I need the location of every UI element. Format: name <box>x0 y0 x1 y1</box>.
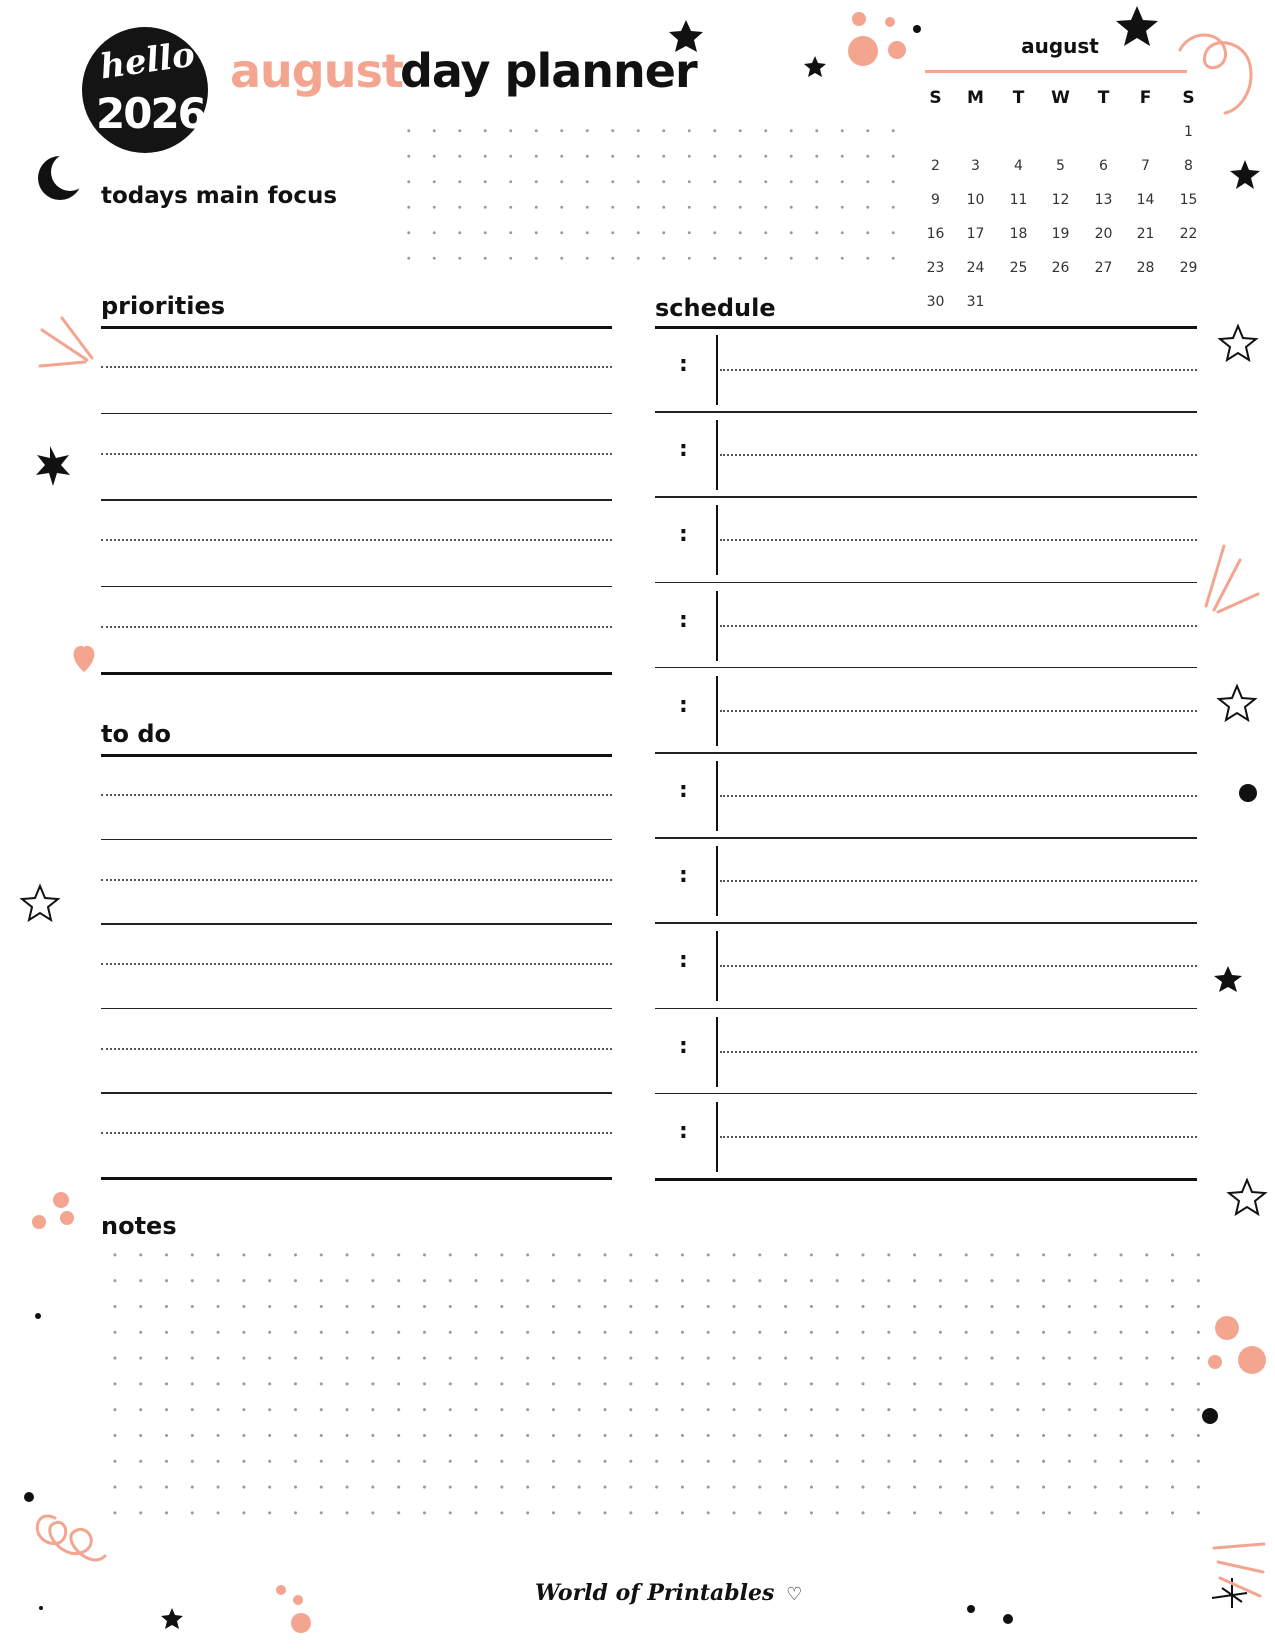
peach-dot <box>1238 1346 1266 1374</box>
swirl-icon <box>37 1516 105 1560</box>
time-slot-colon[interactable]: : <box>679 522 688 548</box>
calendar-day[interactable]: 26 <box>1051 260 1070 276</box>
calendar-day[interactable]: 27 <box>1094 260 1113 276</box>
black-dot <box>35 1313 41 1319</box>
peach-dot <box>60 1211 74 1225</box>
calendar-day[interactable]: 12 <box>1051 192 1070 208</box>
black-dot <box>1003 1614 1013 1624</box>
peach-dot <box>888 41 906 59</box>
burst-lines-icon <box>40 318 92 366</box>
time-slot-colon[interactable]: : <box>679 948 688 974</box>
calendar-day[interactable]: 14 <box>1136 192 1155 208</box>
black-dot <box>39 1606 43 1610</box>
peach-dot <box>32 1215 46 1229</box>
time-slot-colon[interactable]: : <box>679 778 688 803</box>
calendar-day[interactable]: 9 <box>931 192 940 208</box>
star-icon <box>804 56 826 77</box>
calendar-day[interactable]: 10 <box>966 192 985 208</box>
calendar-day[interactable]: 2 <box>931 158 940 174</box>
star-outline-icon <box>1219 686 1255 720</box>
logo-hello-text: hello <box>97 34 198 88</box>
star-icon <box>1230 160 1260 189</box>
calendar-day[interactable]: 19 <box>1051 226 1070 242</box>
peach-dot <box>852 12 866 26</box>
calendar-day[interactable]: 18 <box>1009 226 1028 242</box>
calendar-day[interactable]: 3 <box>971 158 980 174</box>
calendar-day[interactable]: 8 <box>1184 158 1193 174</box>
black-dot <box>1239 784 1257 802</box>
peach-dot <box>1215 1316 1239 1340</box>
moon-icon <box>38 153 89 200</box>
weekday-header: T <box>1012 88 1025 108</box>
calendar-day[interactable]: 16 <box>926 226 945 242</box>
calendar-day[interactable]: 17 <box>966 226 985 242</box>
weekday-header: T <box>1097 88 1110 108</box>
calendar-day[interactable]: 21 <box>1136 226 1155 242</box>
calendar-day[interactable]: 23 <box>926 260 945 276</box>
calendar-day[interactable]: 31 <box>966 294 985 310</box>
star-icon <box>1116 6 1158 46</box>
time-slot-colon[interactable]: : <box>679 692 688 718</box>
heart-icon <box>74 646 95 672</box>
notes-heading: notes <box>101 1212 177 1240</box>
calendar-month-title: august <box>1021 34 1099 58</box>
footer-brand-text: World of Printables <box>535 1580 775 1606</box>
burst-lines-icon <box>1206 546 1258 612</box>
calendar-day[interactable]: 22 <box>1179 226 1198 242</box>
black-dot <box>1202 1408 1218 1424</box>
calendar-day[interactable]: 1 <box>1184 124 1193 140</box>
time-slot-colon[interactable]: : <box>679 1033 688 1059</box>
calendar-day[interactable]: 6 <box>1099 158 1108 174</box>
calendar-day[interactable]: 13 <box>1094 192 1113 208</box>
star-sparkle-icon <box>22 886 58 920</box>
weekday-header: W <box>1051 88 1070 108</box>
logo-year-text: 2026 <box>96 89 205 138</box>
star-icon <box>161 1608 183 1629</box>
weekday-header: S <box>929 88 942 108</box>
black-dot <box>967 1605 975 1613</box>
burst-lines-icon <box>1214 1544 1264 1596</box>
main-focus-label: todays main focus <box>101 183 338 209</box>
calendar-day[interactable]: 11 <box>1009 192 1028 208</box>
peach-dot <box>1208 1355 1222 1369</box>
swirl-icon <box>1180 35 1251 113</box>
todo-heading: to do <box>101 720 171 748</box>
black-dot <box>913 25 921 33</box>
title-month: august <box>230 44 403 98</box>
star-icon <box>1214 966 1242 992</box>
heart-outline-icon: ♡ <box>786 1584 803 1605</box>
calendar-day[interactable]: 25 <box>1009 260 1028 276</box>
calendar-day[interactable]: 30 <box>926 294 945 310</box>
star-outline-icon <box>1229 1180 1265 1214</box>
calendar-day[interactable]: 5 <box>1056 158 1065 174</box>
black-dot <box>24 1492 34 1502</box>
calendar-day[interactable]: 7 <box>1141 158 1150 174</box>
time-slot-colon[interactable]: : <box>679 437 688 463</box>
peach-dot <box>291 1613 311 1633</box>
calendar-day[interactable]: 15 <box>1179 192 1198 208</box>
star-burst-icon <box>36 446 70 486</box>
weekday-header: M <box>967 88 984 108</box>
peach-dot <box>885 17 895 27</box>
time-slot-colon[interactable]: : <box>679 352 688 377</box>
priorities-heading: priorities <box>101 292 226 320</box>
calendar-day[interactable]: 20 <box>1094 226 1113 242</box>
peach-dot <box>293 1595 303 1605</box>
calendar-day[interactable]: 4 <box>1014 158 1023 174</box>
star-outline-icon <box>1220 326 1256 360</box>
time-slot-colon[interactable]: : <box>679 1118 688 1144</box>
calendar-day[interactable]: 28 <box>1136 260 1155 276</box>
time-slot-colon[interactable]: : <box>679 607 688 633</box>
weekday-header: F <box>1139 88 1152 108</box>
peach-dot <box>53 1192 69 1208</box>
page-title: day planner <box>400 44 697 98</box>
schedule-heading: schedule <box>655 294 776 322</box>
calendar-day[interactable]: 24 <box>966 260 985 276</box>
time-slot-colon[interactable]: : <box>679 863 688 889</box>
peach-dot <box>848 36 878 66</box>
peach-dot <box>276 1585 286 1595</box>
weekday-header: S <box>1182 88 1195 108</box>
star-icon <box>669 20 703 52</box>
calendar-day[interactable]: 29 <box>1179 260 1198 276</box>
